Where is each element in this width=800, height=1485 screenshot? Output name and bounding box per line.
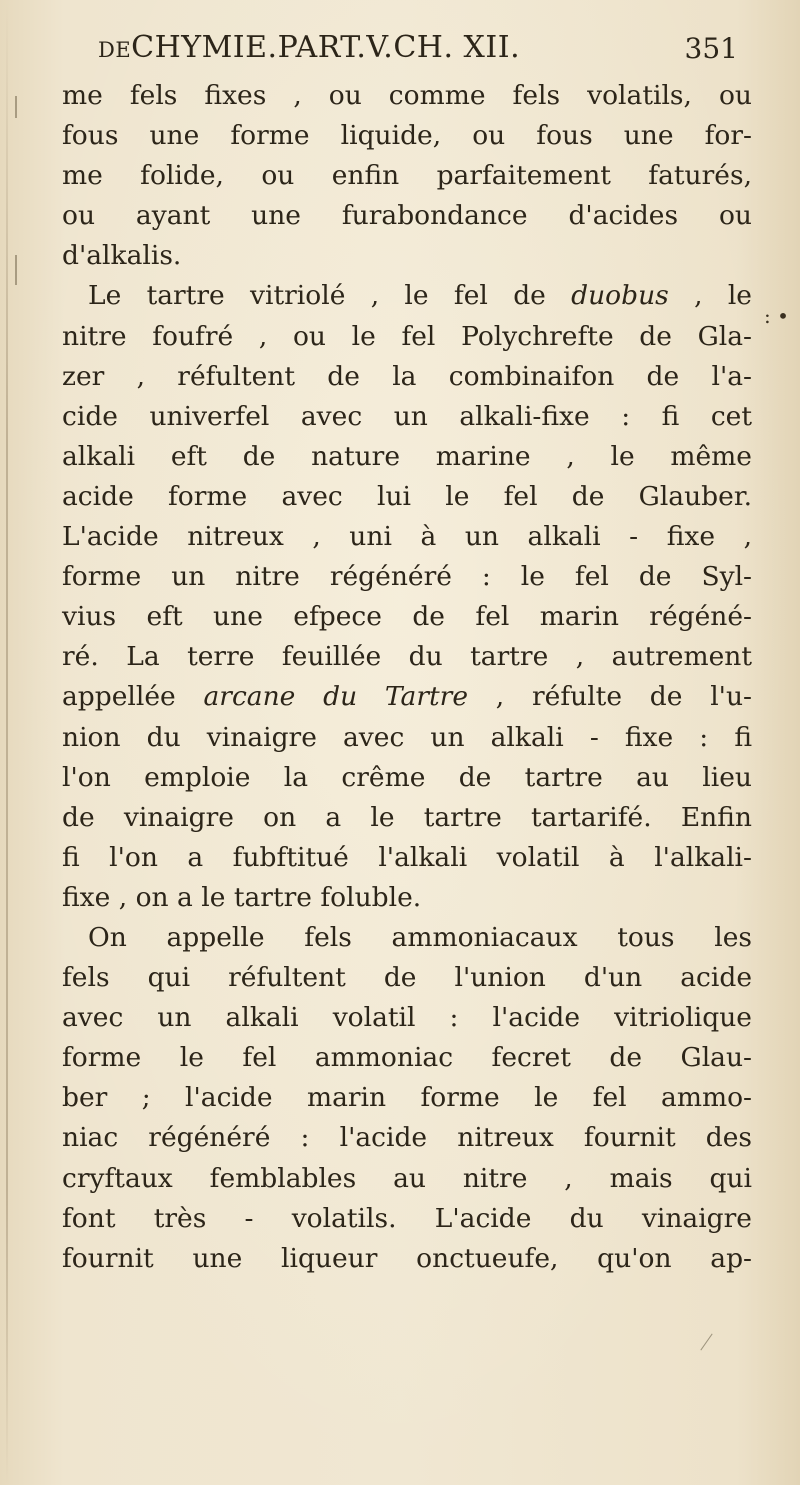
text-line: me fels fixes , ou comme fels volatils, ou [62,80,752,111]
text-line: forme le fel ammoniac fecret de Glau- [62,1042,752,1074]
text-line [62,276,752,316]
running-title-main: CHYMIE.PART.V.CH. XII. [131,30,521,65]
text-segment: Le tartre vitriolé , le fel de [88,280,572,312]
text-line: ber ; l'acide marin forme le fel ammo- [62,1082,752,1114]
page-header [98,30,742,72]
text-segment: , le [668,280,752,312]
text-line: avec un alkali volatil : l'acide vitriolique [62,1002,752,1034]
text-line: L'acide nitreux , uni à un alkali - fixe , [62,521,752,553]
text-line: de vinaigre on a le tartre tartarifé. Enfin [62,801,752,833]
text-line: nion du vinaigre avec un alkali - fixe : fi [62,721,752,753]
text-line: fels qui réfultent de l'union d'un acide [62,962,752,994]
text-line: alkali eft de nature marine , le même [62,440,752,472]
marginal-note: : • [764,304,789,328]
text-line [62,677,752,717]
stray-mark [700,1334,712,1351]
text-line: fournit une liqueur onctueufe, qu'on ap- [62,1242,752,1274]
running-title-prefix: DE [98,38,132,62]
text-line: ré. La terre feuillée du tartre , autrement [62,641,752,673]
text-line: acide forme avec lui le fel de Glauber. [62,480,752,512]
text-line: fi l'on a fubftitué l'alkali volatil à l'alkali- [62,841,752,873]
text-line: vius eft une efpece de fel marin régéné- [62,601,752,633]
text-line: niac régénéré : l'acide nitreux fournit des [62,1122,752,1154]
page-number: 351 [684,32,738,65]
text-line: zer , réfultent de la combinaifon de l'a- [62,360,752,392]
text-line: cryftaux femblables au nitre , mais qui [62,1162,752,1194]
text-line: forme un nitre régénéré : le fel de Syl- [62,561,752,593]
text-line: font très - volatils. L'acide du vinaigre [62,1202,752,1234]
body-text [62,76,752,1279]
text-line: fous une forme liquide, ou fous une for- [62,120,752,152]
text-line: On appelle fels ammoniacaux tous les [88,921,752,953]
text-line: l'on emploie la crême de tartre au lieu [62,761,752,793]
text-line: ou ayant une furabondance d'acides ou [62,200,752,232]
page-edge-shadow [6,0,8,1485]
text-line: fixe , on a le tartre foluble. [62,881,422,913]
text-segment: appellée [62,681,204,713]
text-line: d'alkalis. [62,240,182,272]
margin-mark [15,255,17,285]
text-line: cide univerfel avec un alkali-fixe : fi cet [62,400,752,432]
italic-term: arcane du Tartre [203,681,469,713]
italic-term: duobus [571,280,669,312]
margin-mark [15,96,17,118]
text-segment: , réfulte de l'u- [468,681,752,713]
text-line: nitre foufré , ou le fel Polychrefte de Gla- [62,320,752,352]
text-line: me folide, ou enfin parfaitement faturés, [62,160,752,192]
running-title [98,30,520,65]
